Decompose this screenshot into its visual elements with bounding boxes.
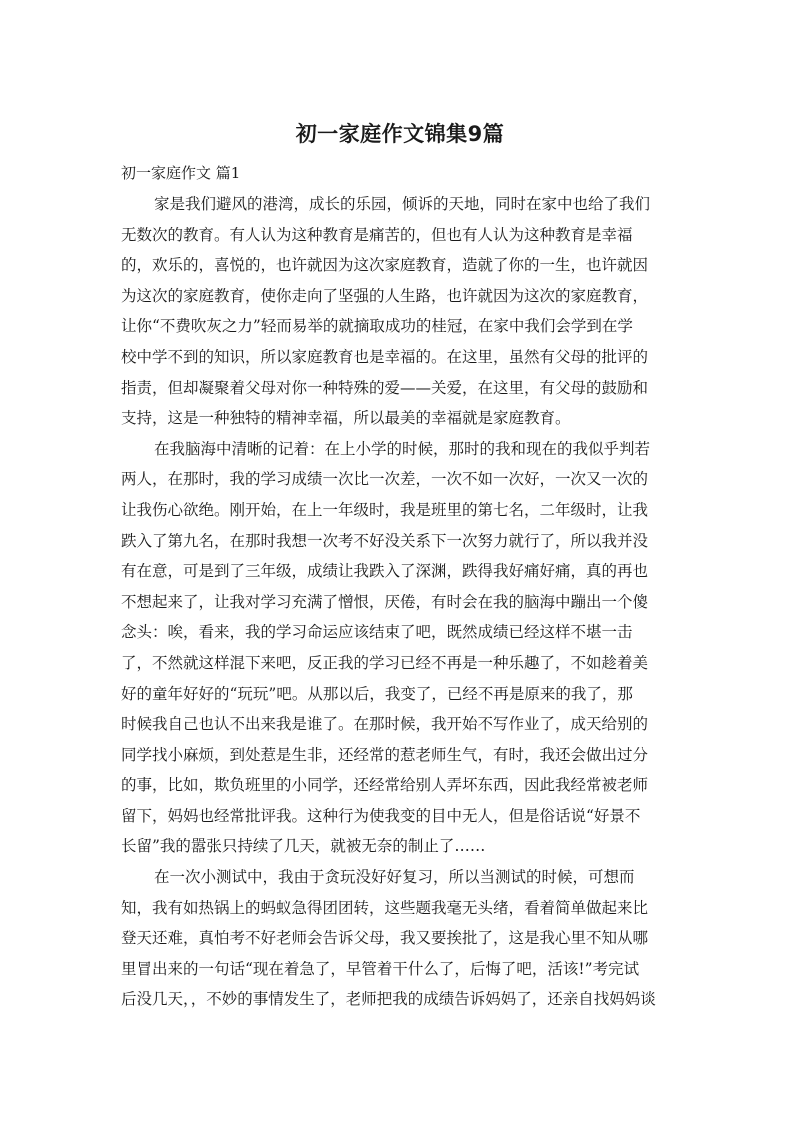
text-line: 的，欢乐的，喜悦的，也许就因为这次家庭教育，造就了你的一生，也许就因 (121, 256, 649, 275)
text-line: 不想起来了，让我对学习充满了憎恨，厌倦，有时会在我的脑海中蹦出一个傻 (121, 592, 649, 611)
text-line: 的事，比如，欺负班里的小同学，还经常给别人弄坏东西，因此我经常被老师 (121, 776, 649, 795)
text-line: 登天还难，真怕考不好老师会告诉父母，我又要挨批了，这是我心里不知从哪 (121, 929, 649, 948)
paragraph-1 (121, 189, 681, 434)
text-line: 念头：唉，看来，我的学习命运应该结束了吧，既然成绩已经这样不堪一击 (121, 623, 633, 642)
text-line: 在一次小测试中，我由于贪玩没好好复习，所以当测试的时候，可想而 (154, 868, 635, 887)
text-line: 跌入了第九名，在那时我想一次考不好没关系下一次努力就行了，所以我并没 (121, 531, 649, 550)
text-line: 在我脑海中清晰的记着：在上小学的时候，那时的我和现在的我似乎判若 (154, 439, 651, 458)
text-line: 好的童年好好的“玩玩”吧。从那以后，我变了，已经不再是原来的我了，那 (121, 684, 633, 703)
text-line: 里冒出来的一句话“现在着急了，早管着干什么了，后悔了吧，活该!”考完试 (121, 959, 640, 978)
paragraph-2 (121, 434, 681, 862)
text-line: 指责，但却凝聚着父母对你一种特殊的爱——关爱，在这里，有父母的鼓励和 (121, 378, 649, 397)
text-line: 知，我有如热锅上的蚂蚁急得团团转，这些题我毫无头绪，看着简单做起来比 (121, 898, 649, 917)
text-line: 家是我们避风的港湾，成长的乐园，倾诉的天地，同时在家中也给了我们 (154, 195, 651, 213)
text-line: 时候我自己也认不出来我是谁了。在那时候，我开始不写作业了，成天给别的 (121, 715, 649, 734)
text-line: 让我伤心欲绝。刚开始，在上一年级时，我是班里的第七名，二年级时，让我 (121, 500, 649, 519)
text-line: 同学找小麻烦，到处惹是生非，还经常的惹老师生气，有时，我还会做出过分 (121, 745, 649, 764)
document-title: 初一家庭作文锦集9篇 (295, 122, 505, 146)
text-line: 校中学不到的知识，所以家庭教育也是幸福的。在这里，虽然有父母的批评的 (121, 347, 649, 366)
document-body (121, 189, 681, 1015)
text-line: 让你“不费吹灰之力”轻而易举的就摘取成功的桂冠，在家中我们会学到在学 (121, 317, 633, 336)
text-line: 两人，在那时，我的学习成绩一次比一次差，一次不如一次好，一次又一次的 (121, 470, 649, 489)
text-line: 支持，这是一种独特的精神幸福，所以最美的幸福就是家庭教育。 (121, 409, 571, 428)
text-line: 有在意，可是到了三年级，成绩让我跌入了深渊，跌得我好痛好痛，真的再也 (121, 562, 649, 581)
text-line: 长留”我的嚣张只持续了几天，就被无奈的制止了…… (121, 837, 486, 856)
section-heading: 初一家庭作文 篇1 (121, 164, 241, 182)
paragraph-3 (121, 862, 681, 1015)
text-line: 无数次的教育。有人认为这种教育是痛苦的，但也有人认为这种教育是幸福 (121, 225, 633, 244)
text-line: 留下，妈妈也经常批评我。这种行为使我变的目中无人，但是俗话说“好景不 (121, 806, 641, 825)
text-line: 后没几天，，不妙的事情发生了，老师把我的成绩告诉妈妈了，还亲自找妈妈谈 (121, 990, 656, 1009)
text-line: 为这次的家庭教育，使你走向了坚强的人生路，也许就因为这次的家庭教育， (121, 286, 649, 305)
text-line: 了，不然就这样混下来吧，反正我的学习已经不再是一种乐趣了，不如趁着美 (121, 653, 649, 672)
